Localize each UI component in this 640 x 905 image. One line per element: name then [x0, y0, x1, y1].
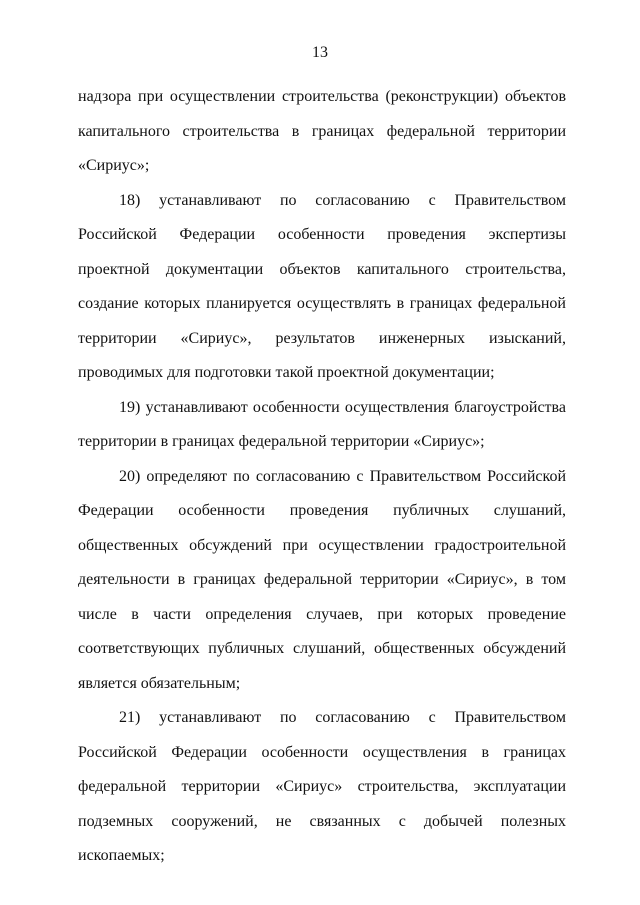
- paragraph-continuation: надзора при осуществлении строительства (реконструкции) объектов капитального строительства в границах федеральной территории «Сириус»;: [78, 88, 566, 174]
- paragraph-item-19: 19) устанавливают особенности осуществления благоустройства территории в границах федеральной территории «Сириус»;: [78, 398, 566, 450]
- document-body: [78, 80, 566, 874]
- page-number: 13: [312, 44, 328, 61]
- paragraph-item-18: 18) устанавливают по согласованию с Правительством Российской Федерации особенности проведения экспертизы проектной документации объектов капитального строительства, создание которых планируется осуществлять в границах федеральной территории «Сириус», результатов инженерных изысканий, проводимых для подготовки такой проектной документации;: [78, 191, 566, 381]
- paragraph-item-21: 21) устанавливают по согласованию с Правительством Российской Федерации особенности осуществления в границах федеральной территории «Сириус» строительства, эксплуатации подземных сооружений, не связанных с добычей полезных ископаемых;: [78, 709, 566, 864]
- paragraph-item-20: 20) определяют по согласованию с Правительством Российской Федерации особенности проведения публичных слушаний, общественных обсуждений при осуществлении градостроительной деятельности в границах федеральной территории «Сириус», в том числе в части определения случаев, при которых проведение соответствующих публичных слушаний, общественных обсуждений является обязательным;: [78, 467, 566, 692]
